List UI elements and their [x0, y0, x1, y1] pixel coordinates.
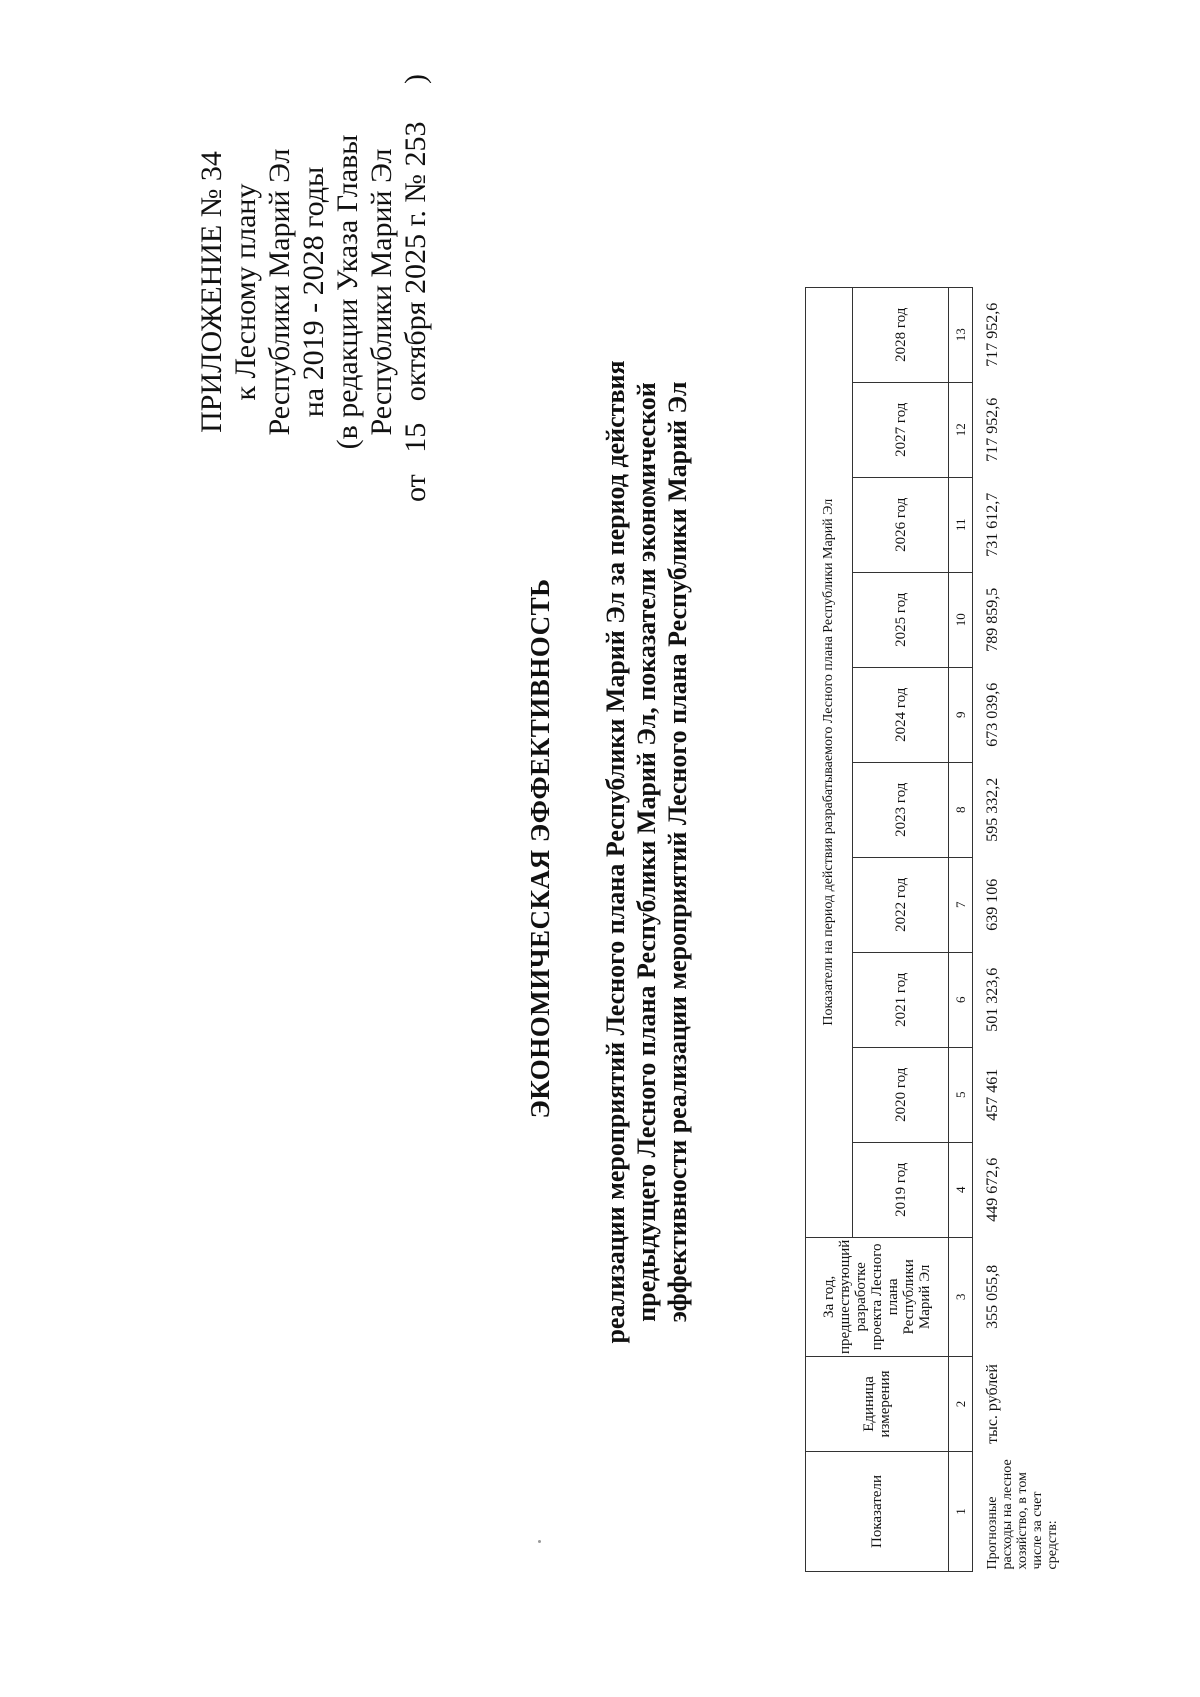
- column-number: 9: [949, 667, 973, 762]
- header-year: 2026 год: [853, 477, 949, 572]
- document-title: ЭКОНОМИЧЕСКАЯ ЭФФЕКТИВНОСТЬ: [525, 578, 555, 1119]
- column-number: 2: [949, 1357, 973, 1452]
- row-value: 595 332,2: [984, 777, 1001, 842]
- row-value: 717 952,6: [984, 397, 1001, 462]
- header-year: 2021 год: [853, 952, 949, 1047]
- row-value: 789 859,5: [984, 587, 1001, 652]
- column-number: 12: [949, 382, 973, 477]
- header-year: 2025 год: [853, 572, 949, 667]
- column-number: 4: [949, 1142, 973, 1237]
- appendix-line: к Лесному плану: [229, 183, 262, 401]
- header-period-band: Показатели на период действия разрабатываемого Лесного плана Республики Марий Эл: [806, 287, 853, 1237]
- table-row: [973, 287, 1061, 1571]
- column-number: 6: [949, 952, 973, 1047]
- document-subtitle: [600, 192, 693, 1512]
- header-year: 2019 год: [853, 1142, 949, 1237]
- header-indicators: Показатели: [806, 1452, 949, 1572]
- subtitle-line: предыдущего Лесного плана Республики Марий Эл, показатели экономической: [632, 382, 661, 1322]
- appendix-line: Республики Марий Эл: [263, 148, 296, 436]
- column-number: 5: [949, 1047, 973, 1142]
- header-year: 2022 год: [853, 857, 949, 952]
- header-row-1: [806, 287, 853, 1571]
- appendix-line: Республики Марий Эл: [365, 148, 398, 436]
- header-prev-year: За год, предшествующий разработке проекта Лесного плана Республики Марий Эл: [806, 1237, 949, 1356]
- column-number: 13: [949, 287, 973, 382]
- date-prefix: от: [399, 474, 432, 502]
- row-indicator: Прогнозные расходы на лесное хозяйство, в том числе за счет средств:: [985, 1459, 1060, 1570]
- row-value: 457 461: [984, 1068, 1001, 1121]
- column-number: 10: [949, 572, 973, 667]
- row-value: 717 952,6: [984, 302, 1001, 367]
- column-number: 3: [949, 1237, 973, 1356]
- header-unit: Единица измерения: [806, 1357, 949, 1452]
- row-value: 673 039,6: [984, 682, 1001, 747]
- appendix-number: ПРИЛОЖЕНИЕ № 34: [195, 151, 228, 433]
- row-unit: тыс. рублей: [984, 1364, 1001, 1444]
- date-day: 15: [399, 422, 432, 453]
- row-value: 639 106: [984, 878, 1001, 931]
- header-year: 2028 год: [853, 287, 949, 382]
- column-number: 8: [949, 762, 973, 857]
- appendix-line: (в редакции Указа Главы: [331, 134, 364, 450]
- column-number: 1: [949, 1452, 973, 1572]
- header-year: 2027 год: [853, 382, 949, 477]
- subtitle-line: реализации мероприятий Лесного плана Республики Марий Эл за период действия: [601, 360, 630, 1344]
- appendix-line: на 2019 - 2028 годы: [297, 166, 330, 418]
- column-number-row: [949, 287, 973, 1571]
- date-close: ): [399, 73, 432, 84]
- header-year: 2024 год: [853, 667, 949, 762]
- date-number: 253: [399, 121, 432, 167]
- header-year: 2020 год: [853, 1047, 949, 1142]
- subtitle-line: эффективности реализации мероприятий Лесного плана Республики Марий Эл: [663, 381, 692, 1323]
- appendix-header: [195, 73, 433, 502]
- column-number: 11: [949, 477, 973, 572]
- column-number: 7: [949, 857, 973, 952]
- row-prev-year-value: 355 055,8: [984, 1264, 1001, 1329]
- efficiency-table: [805, 287, 1060, 1572]
- date-rest: октября 2025 г. №: [399, 173, 432, 402]
- row-value: 731 612,7: [984, 492, 1001, 557]
- appendix-date: [399, 73, 433, 502]
- row-value: 501 323,6: [984, 967, 1001, 1032]
- header-year: 2023 год: [853, 762, 949, 857]
- row-value: 449 672,6: [984, 1157, 1001, 1222]
